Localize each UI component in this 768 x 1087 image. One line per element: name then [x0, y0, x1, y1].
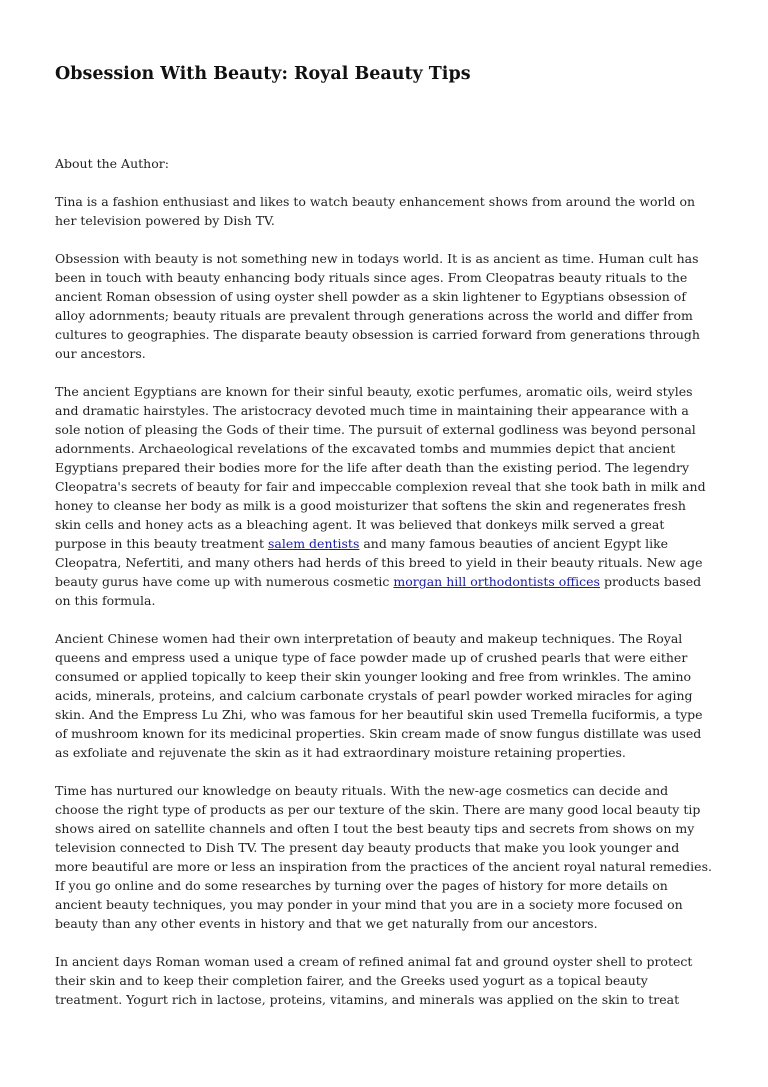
about-author-label: About the Author:: [55, 156, 169, 171]
paragraph-text: products based on this formula.: [55, 574, 702, 608]
roman-greek-beauty-paragraph: In ancient days Roman woman used a cream of refined animal fat and ground oyster shell to protect their skin and to keep their completion fairer, and the Greeks used yogurt as a topical beauty treatment. Yogurt rich in lactose, proteins, vitamins, and minerals was applied on the skin to treat: [55, 954, 693, 1007]
chinese-beauty-paragraph: Ancient Chinese women had their own interpretation of beauty and makeup techniques. The Royal queens and empress used a unique type of face powder made up of crushed pearls that were either consumed or applied topically to keep their skin younger looking and free from wrinkles. The amino acids, minerals, proteins, and calcium carbonate crystals of pearl powder worked miracles for aging skin. And the Empress Lu Zhi, who was famous for her beautiful skin used Tremella fuciformis, a type of mushroom known for its medicinal properties. Skin cream made of snow fungus distillate was used as exfoliate and rejuvenate the skin as it had extraordinary moisture retaining properties.: [55, 631, 703, 760]
document-title: Obsession With Beauty: Royal Beauty Tips: [55, 64, 471, 84]
paragraph-text: The ancient Egyptians are known for their sinful beauty, exotic perfumes, aromatic oils, weird styles and dramatic hairstyles. The aristocracy devoted much time in maintaining their appearance with a sole notion of pleasing the Gods of their time. The pursuit of external godliness was beyond personal adornments. Archaeological revelations of the excavated tombs and mummies depict that ancient Egyptians prepared their bodies more for the life after death than the existing period. The legendry Cleopatra's secrets of beauty for fair and impeccable complexion reveal that she took bath in milk and honey to cleanse her body as milk is a good moisturizer that softens the skin and regenerates fresh skin cells and honey acts as a bleaching agent. It was believed that donkeys milk served a great purpose in this beauty treatment: [55, 384, 706, 551]
salem-dentists-link[interactable]: salem dentists: [267, 536, 360, 551]
intro-paragraph: Obsession with beauty is not something new in todays world. It is as ancient as time. Human cult has been in touch with beauty enhancing body rituals since ages. From Cleopatras beauty rituals to the ancient Roman obsession of using oyster shell powder as a skin lightener to Egyptians obsession of alloy adornments; beauty rituals are prevalent through generations across the world and differ from cultures to geographies. The disparate beauty obsession is carried forward from generations through our ancestors.: [55, 251, 700, 361]
document-page: [55, 62, 715, 1028]
egyptian-beauty-paragraph: [55, 382, 715, 610]
morgan-hill-orthodontists-link[interactable]: morgan hill orthodontists offices: [393, 574, 600, 589]
modern-beauty-paragraph: Time has nurtured our knowledge on beauty rituals. With the new-age cosmetics can decide and choose the right type of products as per our texture of the skin. There are many good local beauty tip shows aired on satellite channels and often I tout the best beauty tips and secrets from shows on my television connected to Dish TV. The present day beauty products that make you look younger and more beautiful are more or less an inspiration from the practices of the ancient royal natural remedies. If you go online and do some researches by turning over the pages of history for more details on ancient beauty techniques, you may ponder in your mind that you are in a society more focused on beauty than any other events in history and that we get naturally from our ancestors.: [55, 783, 712, 931]
paragraph-text: and many famous beauties of ancient Egypt like Cleopatra, Nefertiti, and many others had herds of this breed to yield in their beauty rituals. New age beauty gurus have come up with numerous cosmetic: [55, 536, 703, 589]
author-bio-paragraph: Tina is a fashion enthusiast and likes to watch beauty enhancement shows from around the world on her television powered by Dish TV.: [55, 194, 696, 228]
